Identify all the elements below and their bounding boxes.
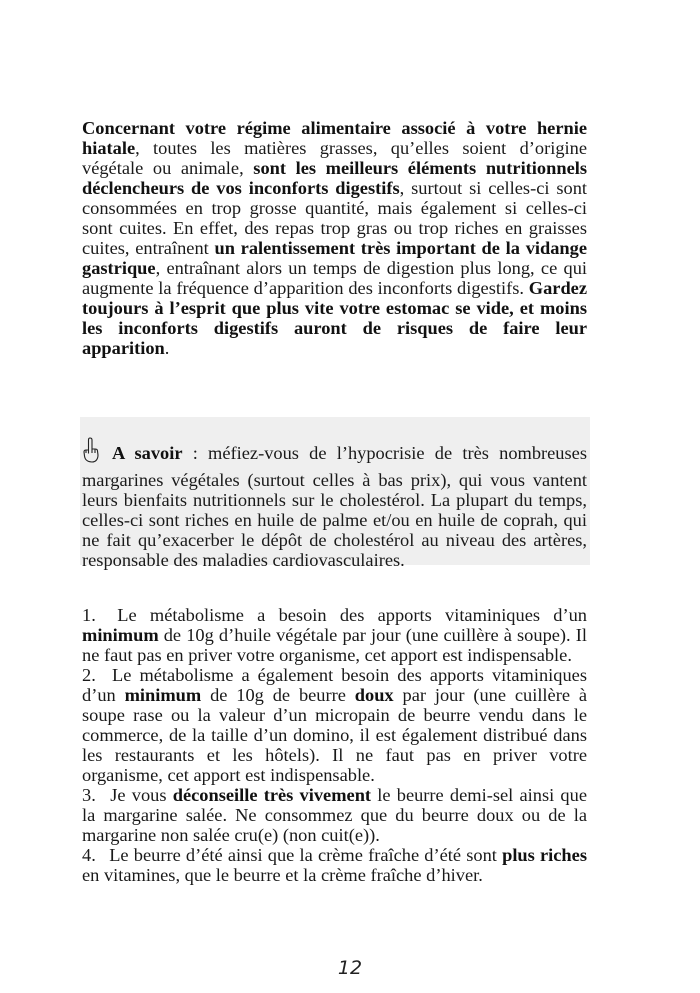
list-number: 3. xyxy=(82,785,96,805)
list-item xyxy=(82,665,587,785)
intro-paragraph xyxy=(82,118,587,358)
text: le beurre demi-sel ainsi que la margarine salée. Ne consommez que du beurre doux ou de la margarine non salée cru(e) (non cuit(e)). xyxy=(82,785,587,845)
text: Le métabolisme a besoin des apports vitaminiques d’un xyxy=(117,605,587,625)
text: de 10g d’huile végétale par jour (une cuillère à soupe). Il ne faut pas en priver votre organisme, cet apport est indispensable. xyxy=(82,625,587,665)
text: en vitamines, que le beurre et la crème fraîche d’hiver. xyxy=(82,865,483,885)
note-label: A savoir xyxy=(112,443,183,463)
text: , entraînant alors un temps de digestion plus long, ce qui augmente la fréquence d’apparition des inconforts digestifs. xyxy=(82,258,587,298)
text: , toutes les matières grasses, qu’elles soient d’origine végétale ou animale, xyxy=(82,138,587,178)
text: Je vous xyxy=(110,785,173,805)
pointing-hand-icon xyxy=(82,437,102,463)
list-item xyxy=(82,605,587,665)
text: , surtout si celles-ci sont consommées en trop grosse quantité, mais également si celles-ci sont cuites. En effet, des repas trop gras ou trop riches en graisses cuites, entraînent xyxy=(82,178,587,258)
list-number: 1. xyxy=(82,605,96,625)
text: de 10g de beurre xyxy=(201,685,355,705)
bold-text: Gardez toujours à l’esprit que plus vite votre estomac se vide, et moins les inconforts digestifs auront de risques de faire leur apparition xyxy=(82,278,587,358)
text: Le beurre d’été ainsi que la crème fraîche d’été sont xyxy=(109,845,503,865)
text: : méfiez-vous de l’hypocrisie de très nombreuses xyxy=(182,443,587,463)
bold-text: minimum xyxy=(124,685,202,705)
bold-text: plus riches xyxy=(502,845,587,865)
list-item xyxy=(82,785,587,845)
bold-text: doux xyxy=(354,685,394,705)
bold-text: minimum xyxy=(82,625,159,645)
text: . xyxy=(164,338,170,358)
list-item xyxy=(82,845,587,885)
list-number: 2. xyxy=(82,665,96,685)
list-number: 4. xyxy=(82,845,96,865)
text: margarines végétales (surtout celles à bas prix), qui vous vantent leurs bienfaits nutritionnels sur le cholestérol. La plupart du temps, celles-ci sont riches en huile de palme et/ou en huile de coprah, qui ne fait qu’exacerber le dépôt de cholestérol au niveau des artères, responsable des maladies cardiovasculaires. xyxy=(82,470,587,570)
numbered-list xyxy=(82,605,587,885)
text: par jour (une cuillère à soupe rase ou la valeur d’un micropain de beurre vendu dans le commerce, de la taille d’un domino, il est également distribué dans les restaurants et les hôtels). Il ne faut pas en priver votre organisme, cet apport est indispensable. xyxy=(82,685,588,785)
bold-text: sont les meilleurs éléments nutritionnels déclencheurs de vos inconforts digestifs xyxy=(82,158,587,198)
text: Le métabolisme a également besoin des apports vitaminiques d’un xyxy=(82,665,587,705)
note-first-line xyxy=(82,437,587,463)
note-paragraph xyxy=(82,437,587,570)
bold-text: un ralentissement très important de la vidange gastrique xyxy=(82,238,588,278)
bold-text: Concernant votre régime alimentaire associé à votre hernie hiatale xyxy=(82,118,587,158)
page-number: 12 xyxy=(337,957,363,979)
bold-text: déconseille très vivement xyxy=(172,785,372,805)
